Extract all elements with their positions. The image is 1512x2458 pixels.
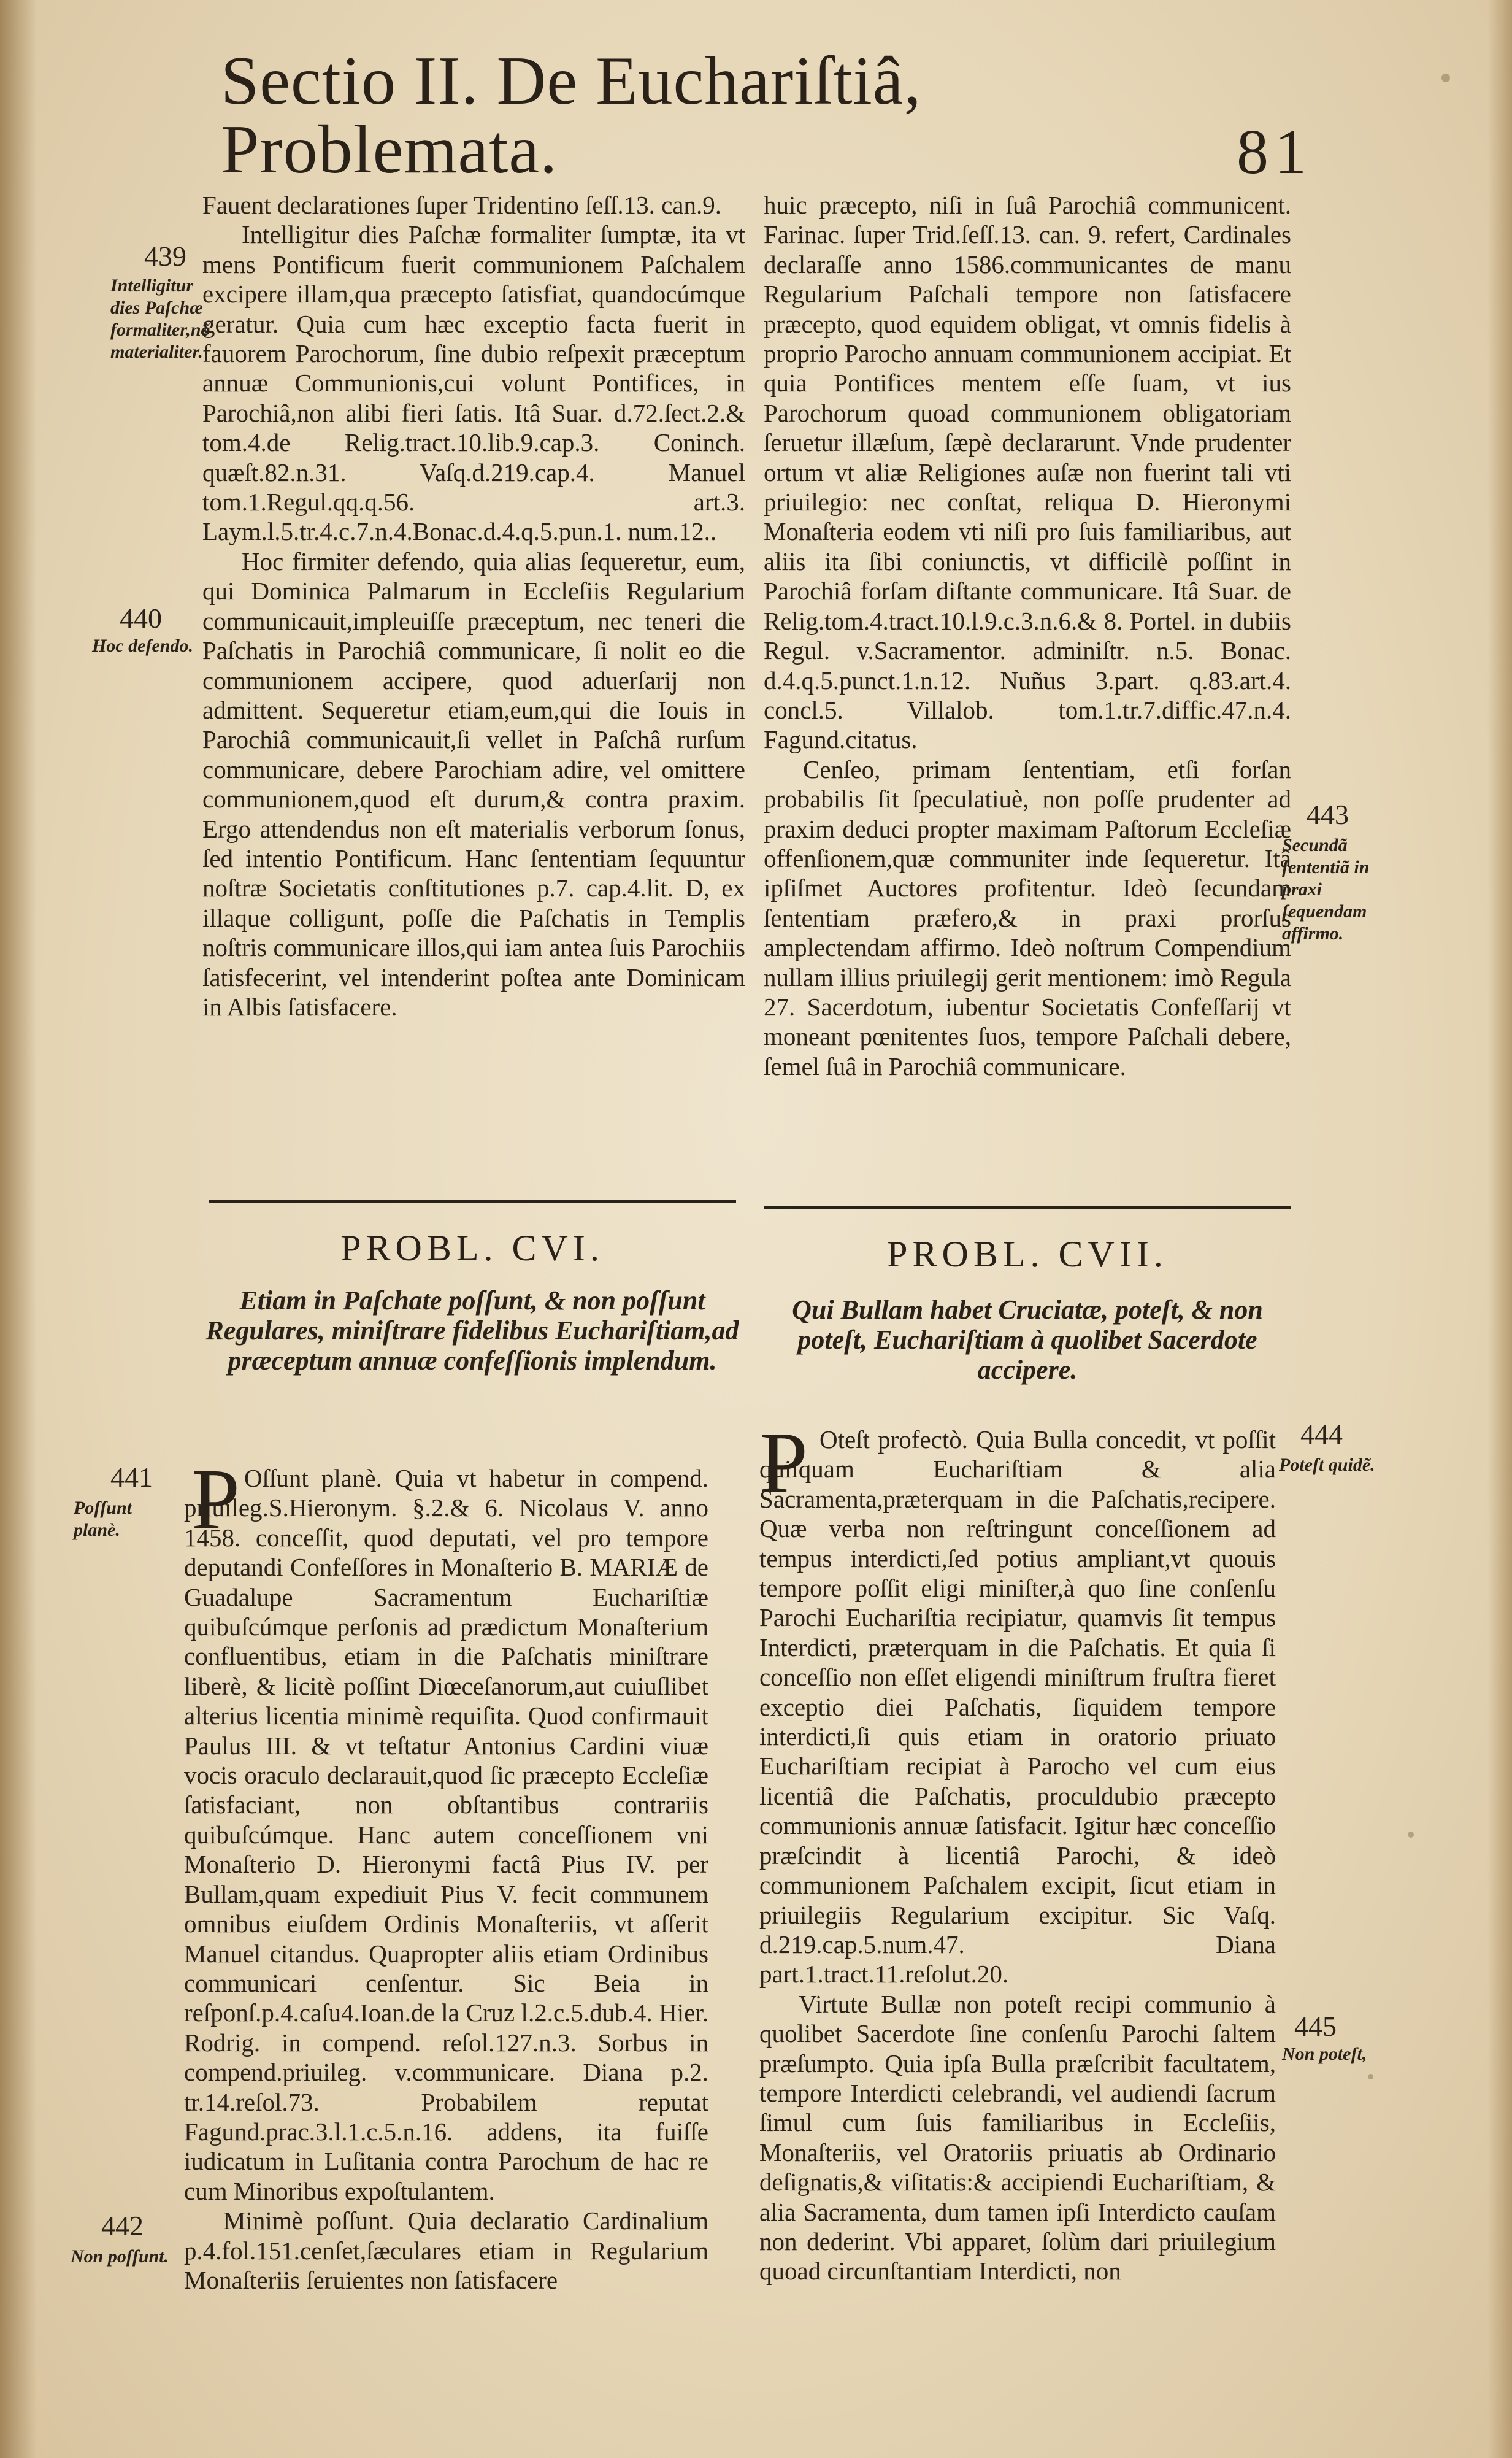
paragraph-441: Oſſunt planè. Quia vt habetur in compend. priuileg.S.Hieronym. §.2.& 6. Nicolaus V. anno 1458. conceſſit, quod deputati, vel pro tempore deputandi Confeſſores in Monaſterio B. MARIÆ de Guadalupe Sacramentum Euchariſtiæ quibuſcúmque perſonis ad prædictum Monaſterium confluentibus, etiam in die Paſchatis miniſtrare liberè, & licitè poſſint Diœceſanorum,aut cuiuſlibet alterius licentia minimè requiſita. Quod confirmauit Paulus III. & vt teſtatur Antonius Cardini viuæ vocis oraculo declarauit,quod ſic præcepto Eccleſiæ ſatisfaciant, non obſtantibus contrariis quibuſcúmque. Hanc autem conceſſionem vni Monaſterio D. Hieronymi factâ Pius IV. per Bullam,quam expediuit Pius V. fecit communem omnibus eiuſdem Ordinis Monaſteriis, vt aſſerit Manuel citandus. Quapropter aliis etiam Ordinibus communicari cenſentur. Sic Beia in reſponſ.p.4.caſu4.Ioan.de la Cruz l.2.c.5.dub.4. Hier. Rodrig. in compend. reſol.127.n.3. Sorbus in compend.priuileg. v.communicare. Diana p.2. tr.14.reſol.73. Probabilem reputat Fagund.prac.3.l.1.c.5.n.16. addens, ita fuiſſe iudicatum in Luſitania contra Parochum de hac re cum Minoribus expoſtulantem. bbox=[184, 1464, 708, 2205]
ink-spot bbox=[1441, 74, 1450, 82]
margin-note-444: Poteſt quidẽ. bbox=[1279, 1455, 1375, 1475]
paragraph-number-441: 441 bbox=[110, 1462, 153, 1493]
paragraph-number-440: 440 bbox=[120, 603, 162, 634]
dropcap-444: P bbox=[759, 1414, 808, 1511]
margin-note-440: Hoc defendo. bbox=[92, 636, 193, 656]
right-column-top bbox=[764, 190, 1291, 1081]
margin-note-442: Non poſſunt. bbox=[71, 2246, 169, 2267]
page-edge-left bbox=[0, 0, 37, 2458]
problem-106-heading: PROBL. CVI. bbox=[340, 1228, 604, 1268]
left-column-bottom bbox=[184, 1463, 708, 2295]
paragraph-443: Cenſeo, primam ſententiam, etſi forſan probabilis ſit ſpeculatiuè, non poſſe prudenter ad praxim deduci propter maximam Paſtorum Eccleſiæ offenſionem,quæ communiter inde ſequeretur. Itâ ipſiſmet Auctores profitentur. Ideò ſecundam ſententiam præfero,& in praxi prorſus amplectendam affirmo. Ideò noſtrum Compendium nullam illius priuilegij gerit mentionem: imò Regula 27. Sacerdotum, iubentur Societatis Confeſſarij vt moneant pœnitentes ſuos, tempore Paſchali debere, ſemel ſuâ in Parochiâ communicare. bbox=[764, 755, 1291, 1081]
ink-spot bbox=[1368, 2074, 1373, 2079]
paragraph-number-442: 442 bbox=[101, 2210, 144, 2241]
ink-spot bbox=[1408, 1832, 1414, 1838]
paragraph-440: Hoc firmiter defendo, quia alias ſequeretur, eum, qui Dominica Palmarum in Eccleſiis Regularium communicauit,impleuiſſe præceptum, nec teneri die Paſchatis in Parochiâ communicare, ſi nolit eo die communionem accipere, quod aduerſarij non admittent. Sequeretur etiam,eum,qui die Iouis in Parochiâ communicauit,ſi vellet in Paſchâ rurſum communicare, debere Parochiam adire, vel omittere communionem,quod eſt durum,& contra praxim. Ergo attendendus non eſt materialis verborum ſonus, ſed intentio Pontificum. Hanc ſententiam ſequuntur noſtræ Societatis conſtitutiones p.7. cap.4.lit. D, ex illaque colligunt, poſſe die Paſchatis in Templis noſtris communicare illos,qui iam antea ſuis Parochiis ſatisfecerint, vel intenderint poſtea ante Dominicam in Albis ſatisfacere. bbox=[202, 547, 745, 1021]
section-rule-left bbox=[209, 1200, 736, 1203]
right-column-bottom bbox=[759, 1425, 1276, 2286]
margin-note-441: Poſſunt planè. bbox=[74, 1498, 132, 1540]
problem-106-lead: Etiam in Paſchate poſſunt, & non poſſunt Regulares, miniſtrare fidelibus Euchariſtiam,ad præceptum annuæ confeſſionis implendum. bbox=[205, 1285, 739, 1376]
paragraph-445: Virtute Bullæ non poteſt recipi communio à quolibet Sacerdote ſine conſenſu Parochi ſaltem præſumpto. Quia ipſa Bulla præſcribit facultatem, tempore Interdicti celebrandi, vel audiendi ſacrum ſimul cum ſuis familiaribus in Eccleſiis, Monaſteriis, vel Oratoriis priuatis ab Ordinario deſignatis,& viſitatis:& accipiendi Euchariſtiam, & alia Sacramenta, dum tamen ipſi Interdicto cauſam non dederint. Vbi apparet, ſolùm dari priuilegium quoad circunſtantiam Interdicti, non bbox=[759, 1989, 1276, 2286]
page-edge-right bbox=[1487, 0, 1512, 2458]
paragraph-number-444: 444 bbox=[1300, 1419, 1343, 1450]
dropcap-441: P bbox=[191, 1451, 240, 1547]
paragraph-444: Oteſt profectò. Quia Bulla concedit, vt poſſit quiſquam Euchariſtiam & alia Sacramenta,præterquam in die Paſchatis,recipere. Quæ verba non reſtringunt conceſſionem ad tempus interdicti,ſed potius ampliant,vt quouis tempore poſſit eligi miniſter,à quo ſine conſenſu Parochi Euchariſtia recipiatur, quamvis ſit tempus Interdicti, præterquam in die Paſchatis. Et quia ſi conceſſio non eſſet eligendi miniſtrum fruſtra fieret exceptio diei Paſchatis, ſiquidem tempore interdicti,ſi quis etiam in oratorio priuato Euchariſtiam recipiat à Parocho vel cum eius licentiâ die Paſchatis, proculdubio præcepto communionis annuæ ſatisfacit. Igitur hæc conceſſio præſcindit à licentiâ Parochi, & ideò communionem Paſchalem excipit, ſicut etiam in priuilegiis Regularium excipitur. Sic Vaſq. d.219.cap.5.num.47. Diana part.1.tract.11.reſolut.20. bbox=[759, 1425, 1276, 1989]
problem-107-heading: PROBL. CVII. bbox=[887, 1234, 1168, 1274]
margin-note-443: Secundã ſententiã in praxi ſequendam affirmo. bbox=[1282, 835, 1370, 944]
paragraph-439: Intelligitur dies Paſchæ formaliter ſumptæ, ita vt mens Pontificum fuerit communionem Paſchalem excipere illam,qua præcepto ſatisfiat, quandocúmque geratur. Quia cum hæc exceptio facta fuerit in fauorem Parochorum, ſine dubio reſpexit præceptum annuæ Communionis,cui volunt Pontifices, in Parochiâ,non alibi fieri ſatis. Itâ Suar. d.72.ſect.2.& tom.4.de Relig.tract.10.lib.9.cap.3. Coninch. quæſt.82.n.31. Vaſq.d.219.cap.4. Manuel tom.1.Regul.qq.q.56. art.3. Laym.l.5.tr.4.c.7.n.4.Bonac.d.4.q.5.pun.1. num.12.. bbox=[202, 220, 745, 546]
section-rule-right bbox=[764, 1206, 1291, 1209]
left-column-top bbox=[202, 190, 745, 1022]
margin-note-439: Intelligitur dies Paſchæ formaliter,nõ materialiter. bbox=[110, 275, 210, 362]
page-number: 81 bbox=[1237, 117, 1313, 187]
paragraph-number-443: 443 bbox=[1307, 799, 1349, 830]
paragraph-continuation: Fauent declarationes ſuper Tridentino ſeſſ.13. can.9. bbox=[202, 191, 722, 219]
paragraph-number-439: 439 bbox=[144, 241, 186, 272]
problem-107-lead: Qui Bullam habet Cruciatæ, poteſt, & non poteſt, Euchariſtiam à quolibet Sacerdote accipere. bbox=[792, 1295, 1263, 1385]
paragraph-442: Minimè poſſunt. Quia declaratio Cardinalium p.4.fol.151.cenſet,ſæculares etiam in Regularium Monaſteriis ſeruientes non ſatisfacere bbox=[184, 2206, 708, 2294]
paragraph-continuation: huic præcepto, niſi in ſuâ Parochiâ communicent. Farinac. ſuper Trid.ſeſſ.13. can. 9. refert, Cardinales declaraſſe anno 1586.communicantes de manu Regularium Paſchali tempore non ſatisfacere præcepto, quod equidem obligat, vt omnis fidelis à proprio Parocho annuam communionem accipiat. Et quia Pontifices mentem eſſe ſuam, vt ius Parochorum quoad communionem obligatoriam ſeruetur illæſum, ſæpè declararunt. Vnde prudenter ortum vt aliæ Religiones auſæ non fuerint tali vti priuilegio: nec conſtat, reliqua D. Hieronymi Monaſteria eodem vti niſi pro ſuis familiaribus, aut aliis ita ſibi coniunctis, vt difficilè poſſint in Parochiâ forſam diſtante communicare. Itâ Suar. de Relig.tom.4.tract.10.l.9.c.3.n.6.& 8. Portel. in dubiis Regul. v.Sacramentor. adminiſtr. n.5. Bonac. d.4.q.5.punct.1.n.12. Nuñus 3.part. q.83.art.4. concl.5. Villalob. tom.1.tr.7.diffic.47.n.4. Fagund.citatus. bbox=[764, 191, 1291, 754]
page-title: Sectio II. De Euchariſtiâ, Problemata. bbox=[221, 43, 922, 188]
margin-note-445: Non poteſt, bbox=[1282, 2044, 1367, 2064]
paragraph-number-445: 445 bbox=[1294, 2011, 1337, 2042]
running-header bbox=[221, 43, 1313, 188]
